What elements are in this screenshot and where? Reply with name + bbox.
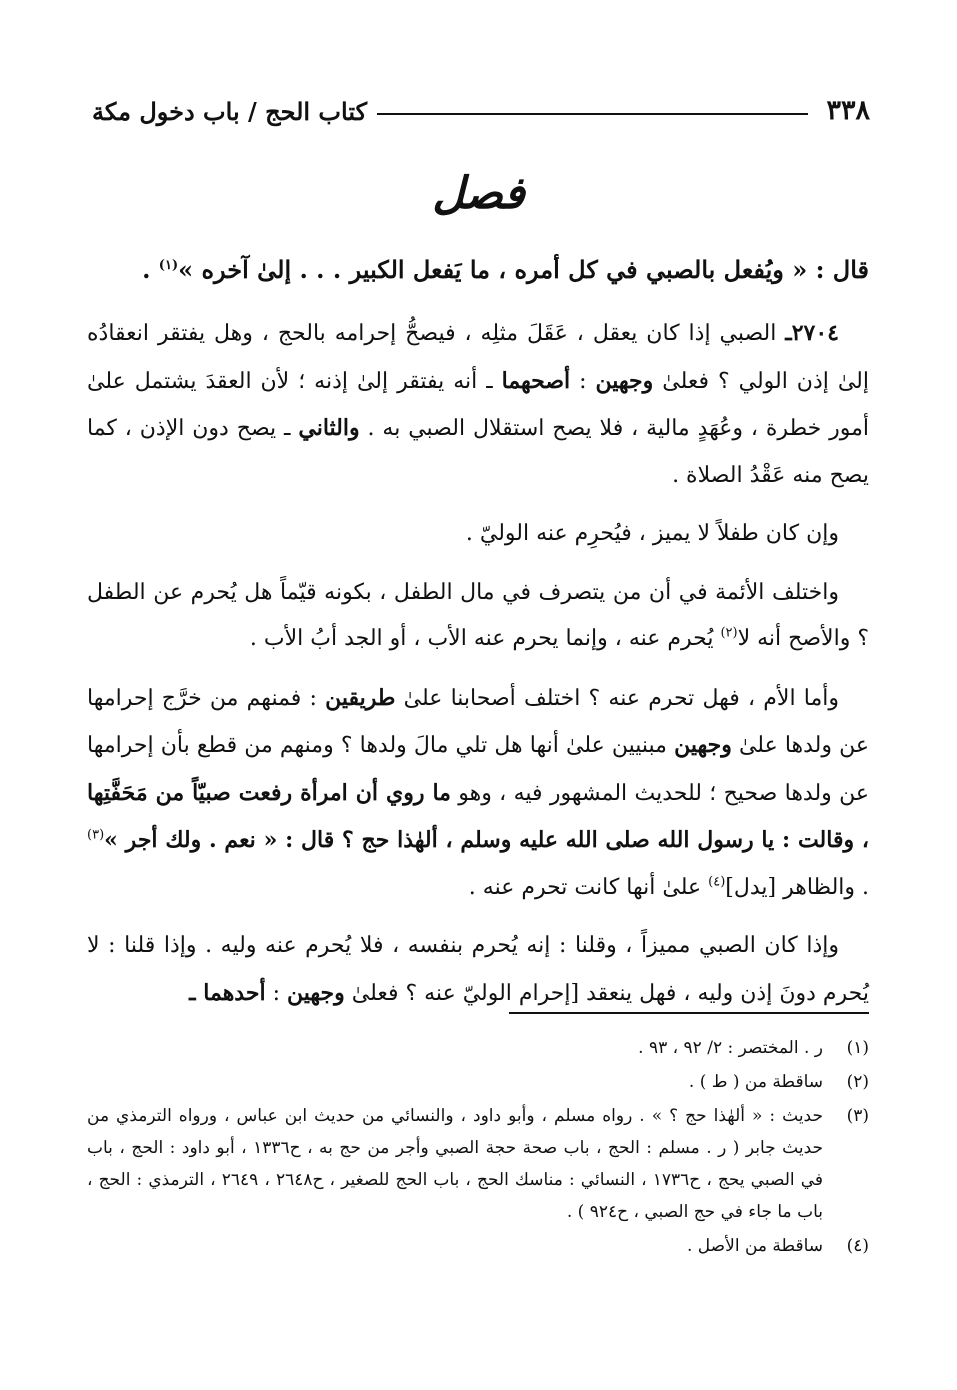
section-title: فصل — [432, 168, 525, 219]
bold-span: ما روي أن امرأة رفعت صبيّاً من مَحَفَّتِها ، وقالت : يا رسول الله صلى الله عليه وسلم ، ألهٰذا حج ؟ قال : « نعم . ولك أجر » — [87, 779, 869, 853]
text-span: : فمنهم من خرَّج إحرامها عن ولدها علىٰ — [87, 685, 870, 758]
footnote-ref: (٢) — [720, 625, 738, 641]
text-span: ـ — [189, 979, 204, 1006]
text-span: : — [570, 368, 596, 394]
footnote-ref: (٣) — [87, 827, 105, 843]
paragraph — [87, 570, 869, 663]
footnote-2 — [87, 1066, 869, 1098]
paragraph — [87, 511, 869, 558]
quote-text: « ويُفعل بالصبي في كل أمره ، ما يَفعل الكبير . . . إلىٰ آخره » — [178, 255, 808, 284]
text-span: واختلف الأئمة في أن من يتصرف في مال الطفل ، بكونه قيّماً هل يُحرم عن الطفل ؟ والأصح أنه لا — [87, 579, 869, 651]
quote-prefix: قال : — [815, 255, 869, 284]
text-span: ـ أنه يفتقر إلىٰ إذنه ؛ لأن العقدَ يشتمل علىٰ أمور خطرة ، وعُهَدٍ مالية ، فلا يصح استقلال الصبي به . — [87, 368, 869, 441]
footnote-number: (٣) — [846, 1106, 869, 1126]
footnote-number: (١) — [846, 1038, 869, 1058]
page-number: ٣٣٨ — [826, 95, 870, 126]
bold-span: طريقين — [325, 684, 396, 711]
footnote-4 — [87, 1230, 869, 1262]
paragraph — [87, 923, 869, 1017]
footnote-text: ساقطة من الأصل . — [687, 1236, 823, 1256]
quote-end: . — [142, 255, 151, 284]
bold-span: وجهين — [595, 367, 654, 394]
main-text — [87, 310, 869, 1029]
footnote-rule — [509, 1012, 869, 1014]
text-span: ـ يصح دون الإذن ، كما يصح منه عَقْدُ الصلاة . — [87, 416, 869, 488]
footnote-3 — [87, 1100, 869, 1228]
footnotes — [87, 1032, 869, 1264]
text-span: وأما الأم ، فهل تحرم عنه ؟ اختلف أصحابنا علىٰ — [395, 685, 839, 711]
text-span: علىٰ أنها كانت تحرم عنه . — [468, 874, 709, 900]
footnote-ref: (٤) — [708, 874, 726, 890]
footnote-number: (٤) — [846, 1236, 869, 1256]
footnote-1 — [87, 1032, 869, 1064]
text-span: : — [265, 980, 287, 1006]
text-span: الصبي إذا كان يعقل ، عَقَلَ مثلِه ، فيصحُّ إحرامه بالحج ، وهل يفتقر انعقادُه إلىٰ إذن الولي ؟ فعلىٰ — [87, 321, 869, 394]
text-span: وإن كان طفلاً لا يميز ، فيُحرِم عنه الوليّ . — [465, 521, 839, 546]
footnote-ref: (١) — [158, 258, 179, 273]
footnote-text: حديث : « ألهٰذا حج ؟ » . رواه مسلم ، وأبو داود ، والنسائي من حديث ابن عباس ، ورواه الترمذي من حديث جابر ( ر . مسلم : الحج ، باب صحة حجة الصبي وأجر من حج به ، ح١٣٣٦ ، أبو داود : الحج ، باب في الصبي يحج ، ح١٧٣٦ ، النسائي : مناسك الحج ، باب الحج للصغير ، ح٢٦٤٨ ، ٢٦٤٩ ، الترمذي : الحج ، باب ما جاء في حج الصبي ، ح٩٢٤ ) . — [87, 1106, 824, 1222]
bold-span: أحدهما — [203, 979, 266, 1006]
footnote-text: ر . المختصر : ٢/ ٩٢ ، ٩٣ . — [638, 1038, 823, 1058]
paragraph-number: ٢٧٠٤ـ — [785, 320, 839, 346]
running-title: كتاب الحج / باب دخول مكة — [92, 97, 368, 126]
bold-span: والثاني — [298, 415, 360, 441]
bold-span: أصحهما — [501, 367, 571, 394]
quoted-text — [87, 250, 869, 290]
bold-span: وجهين — [674, 732, 732, 758]
footnote-number: (٢) — [846, 1072, 869, 1092]
bold-span: وجهين — [286, 979, 345, 1006]
header-rule — [377, 113, 808, 115]
text-span: وإذا كان الصبي مميزاً ، وقلنا : إنه يُحرم بنفسه ، فلا يُحرم عنه وليه . وإذا قلنا : لا يُحرم دونَ إذن وليه ، فهل ينعقد [إحرام الوليّ عنه ؟ فعلىٰ — [87, 933, 869, 1006]
text-span: يُحرم عنه ، وإنما يحرم عنه الأب ، أو الجد أبُ الأب . — [249, 626, 721, 651]
footnote-text: ساقطة من ( ط ) . — [688, 1072, 823, 1092]
paragraph-2704 — [87, 310, 869, 499]
text-span: مبنيين علىٰ أنها هل تلي مالَ ولدها ؟ ومنهم من قطع بأن إحرامها عن ولدها صحيح ؛ للحديث المشهور فيه ، وهو — [87, 733, 869, 806]
text-span: . والظاهر [يدل] — [725, 874, 869, 900]
paragraph — [87, 675, 869, 912]
page-header — [92, 80, 870, 126]
